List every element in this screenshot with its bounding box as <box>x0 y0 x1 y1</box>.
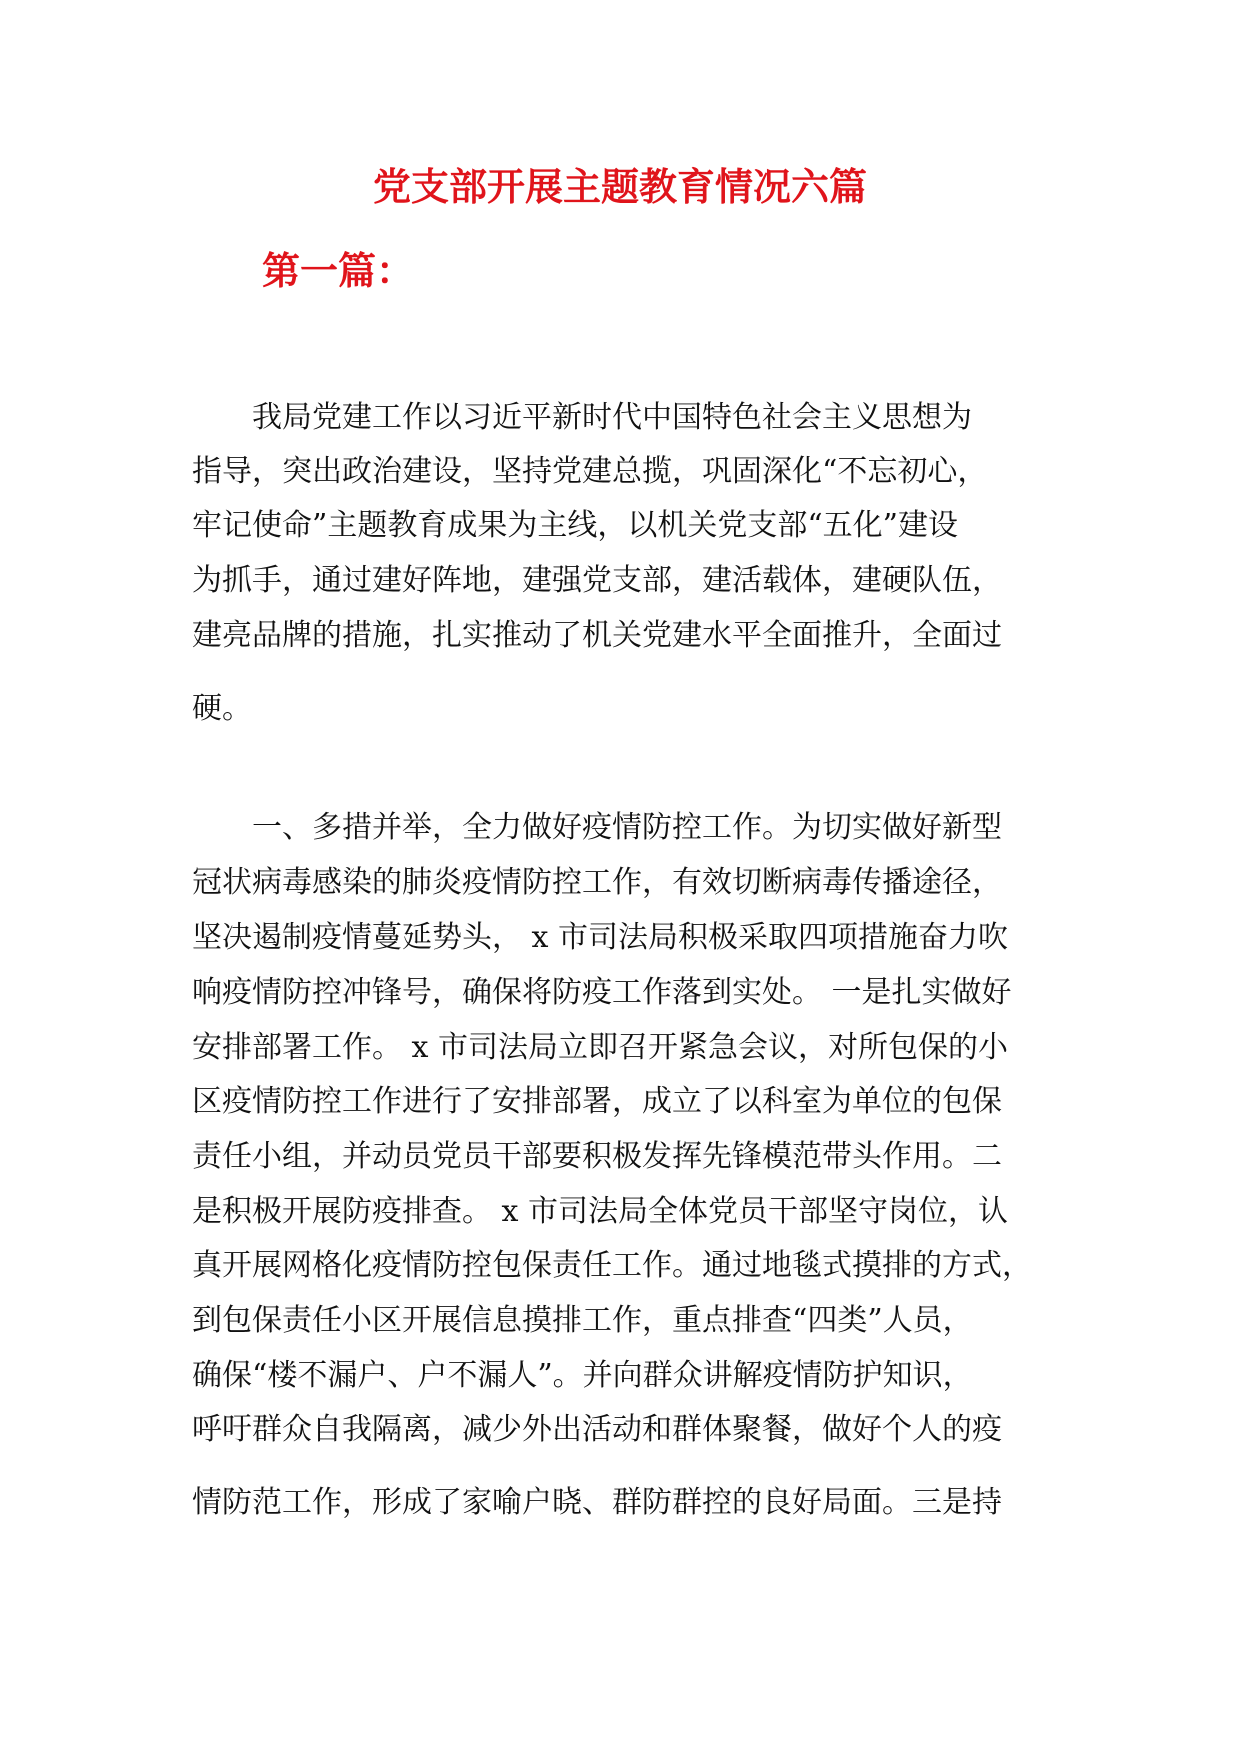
paragraph-line: 建亮品牌的措施，扎实推动了机关党建水平全面推升，全面过 <box>192 618 1002 653</box>
paragraph-line: 冠状病毒感染的肺炎疫情防控工作，有效切断病毒传播途径， <box>192 865 1002 900</box>
paragraph-line: 真开展网格化疫情防控包保责任工作。通过地毯式摸排的方式， <box>192 1248 1032 1283</box>
paragraph-line: 情防范工作，形成了家喻户晓、群防群控的良好局面。三是持 <box>192 1485 1002 1520</box>
paragraph-line: 坚决遏制疫情蔓延势头， x 市司法局积极采取四项措施奋力吹 <box>192 920 1008 955</box>
paragraph-line: 确保“楼不漏户、户不漏人”。并向群众讲解疫情防护知识， <box>192 1358 973 1393</box>
paragraph-line: 一、多措并举，全力做好疫情防控工作。为切实做好新型 <box>192 810 1002 845</box>
paragraph-line: 指导，突出政治建设，坚持党建总揽，巩固深化“不忘初心， <box>192 454 988 489</box>
paragraph-line: 为抓手，通过建好阵地，建强党支部，建活载体，建硬队伍， <box>192 563 1002 598</box>
paragraph-line: 区疫情防控工作进行了安排部署，成立了以科室为单位的包保 <box>192 1084 1002 1119</box>
paragraph-line: 呼吁群众自我隔离，减少外出活动和群体聚餐，做好个人的疫 <box>192 1412 1002 1447</box>
paragraph-line: 响疫情防控冲锋号，确保将防疫工作落到实处。 一是扎实做好 <box>192 975 1012 1010</box>
paragraph-line: 是积极开展防疫排查。 x 市司法局全体党员干部坚守岗位，认 <box>192 1194 1008 1229</box>
paragraph-line: 责任小组，并动员党员干部要积极发挥先锋模范带头作用。二 <box>192 1139 1002 1174</box>
paragraph-line: 到包保责任小区开展信息摸排工作，重点排查“四类”人员， <box>192 1303 973 1338</box>
section-heading: 第一篇： <box>262 248 415 293</box>
paragraph-line: 牢记使命”主题教育成果为主线，以机关党支部“五化”建设 <box>192 508 959 543</box>
paragraph-line: 硬。 <box>192 691 252 726</box>
paragraph-line: 安排部署工作。 x 市司法局立即召开紧急会议，对所包保的小 <box>192 1030 1008 1065</box>
paragraph-line: 我局党建工作以习近平新时代中国特色社会主义思想为 <box>192 400 972 435</box>
document-title: 党支部开展主题教育情况六篇 <box>372 164 867 209</box>
